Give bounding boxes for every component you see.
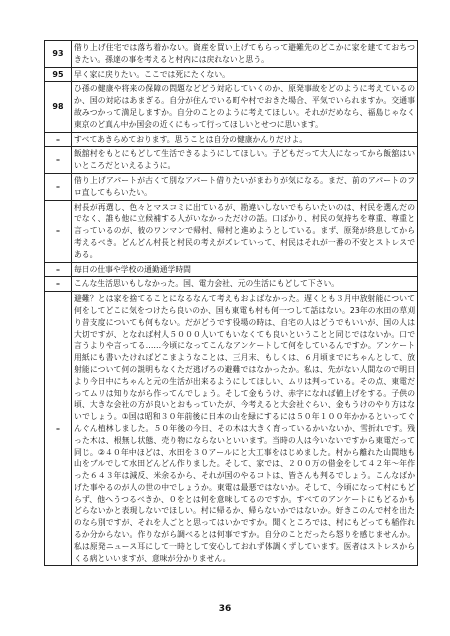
row-text: 村長が再選し、色々とマスコミに出ているが、勘違いしないでもらいたいのは、村民を選んだのでなく、誰も他に立候補する人がいなかっただけの話。口ばかり、村民の気持ちを尊重、尊重と言っているのが、彼のワンマンで帰村、帰村と進めようとしている。まず、原発が終息してから考えるべき。どんどん村長と村民の考えがズレていって、村民はそれが一番の不安とストレスである。: [72, 200, 418, 262]
row-text: 早く家に戻りたい。ここでは死にたくない。: [72, 67, 418, 82]
row-number: –: [45, 200, 72, 262]
row-text: こんな生活思いもしなかった。国、電力会社、元の生活にもどして下さい。: [72, 277, 418, 292]
table-row: [45, 200, 418, 262]
row-number: –: [45, 292, 72, 566]
row-text: すべてあきらめております。思うことは自分の健康かんりだけよ。: [72, 132, 418, 147]
row-number: 98: [45, 82, 72, 132]
row-text: 毎日の仕事や学校の通勤通学時間: [72, 262, 418, 277]
table-row: [45, 132, 418, 147]
table-row: [45, 67, 418, 82]
table-row: [45, 262, 418, 277]
row-number: 93: [45, 41, 72, 68]
row-number: –: [45, 262, 72, 277]
table-row: [45, 292, 418, 566]
row-number: –: [45, 277, 72, 292]
table-row: [45, 147, 418, 174]
page-number: 36: [218, 604, 232, 614]
row-text: 借り上げ住宅では落ち着かない。資産を買い上げてもらって避難先のどこかに家を建てておちつきたい。孫達の事を考えると村内には戻れないと思う。: [72, 41, 418, 68]
table-row: [45, 41, 418, 68]
row-number: 95: [45, 67, 72, 82]
table-row: [45, 173, 418, 200]
row-text: 借り上げアパートが古くて別なアパート借りたいがまわりが気になる。まだ、前のアパートのフロ直してもらいたい。: [72, 173, 418, 200]
row-number: –: [45, 132, 72, 147]
row-text: 避難？とは家を捨てることになるなんて考えもおよばなかった。遅くとも３月中放射能について何をしてどこに気をつけたら良いのか、国も東電も村も何一つして話はない。23年の水田の草刈り昔支度についても何もない。だがどうです役場の時は、自宅の人はどうでもいいが、国の人は大切ですが、となれば村人５０００人いてもいなくても良いということと同じではないか。口で言うよりや言ってる……今頃になってこんなアンケートして何をしているんですか。アンケート用紙にも書いたければどこまようなことは、三月末、もしくは、６月頃までにちゃんとして、放射能について何の説明もなくただ逃げろの避難ではなかったか。私は、先がない人間なので明日より今日中にちゃんと元の生活が出来るようにしてほしい、ムリは判っている。その点、東電だってムリは知りながら作ってんでしょう。そして金もうけ、赤字になれば値上げをする。子供の頃、大きな会社の方が良いとおもっていたが、今考えると大会社ぐらい、金もうけのやり方はないでしょう。①国は昭和３０年前後に日本の山を緑にするには５０年１００年かかるといってぐんぐん植林しました。５０年後の今日、その木は大きく育っているかいないか、雪折れです。残った木は、根無し状態、売り物にならないといいます。当時の人は今いないですから東電だって同じ。②４０年中ほどは、水田を３０アールにと大工事をはじめました。村から離れた山間地も山をブルでして水田どんどん作りました。そして、家では、２００万の借金をして４２年～年作った６４３年は減反、米余るから、それが国のやるコトは、皆さんも判るでしょう。こんなばかげた事やるのが人の世の中でしょうか。東電は最悪ではないか。そして、今頃になって村にもどらず、他へうつるべきか、０をとは何を意味してるのですか。すべてのアンケートにもどるかもどらないかと表現しないでほしい。村に帰るか、帰らないかではないか。好きこのんで村を出たのなら別ですが、それを人ごとと思ってはいかですか。聞くところでは、村にもどっても稲作れるか分からない。作りながら調べるとは何事ですか。自分のことだったら怒りを感じませんか。私は原発ニュース耳にして一時として安心しておれず体調くずしています。医者はストレスからくる病といいますが、意味が分かりません。: [72, 292, 418, 566]
table-row: [45, 277, 418, 292]
row-number: –: [45, 173, 72, 200]
row-text: 飯舘村をもとにもどして生活できるようにしてほしい。子どもだって大人になってから飯舘はいいところだといえるように。: [72, 147, 418, 174]
table-row: [45, 82, 418, 132]
row-number: –: [45, 147, 72, 174]
comment-table: [44, 40, 418, 566]
row-text: ひ孫の健康や将来の保障の問題などどう対応していくのか、原発事故をどのように考えているのか、国の対応はあまぎる。自分が住んでいる町や村でおきた場合、平気でいられますか。交通事故みつかって満足しますか。自分のことのように考えてほしい。それがだめなら、福島じゃなく東京のど真ん中か国会の近くにもって行ってほしいとせつに思います。: [72, 82, 418, 132]
